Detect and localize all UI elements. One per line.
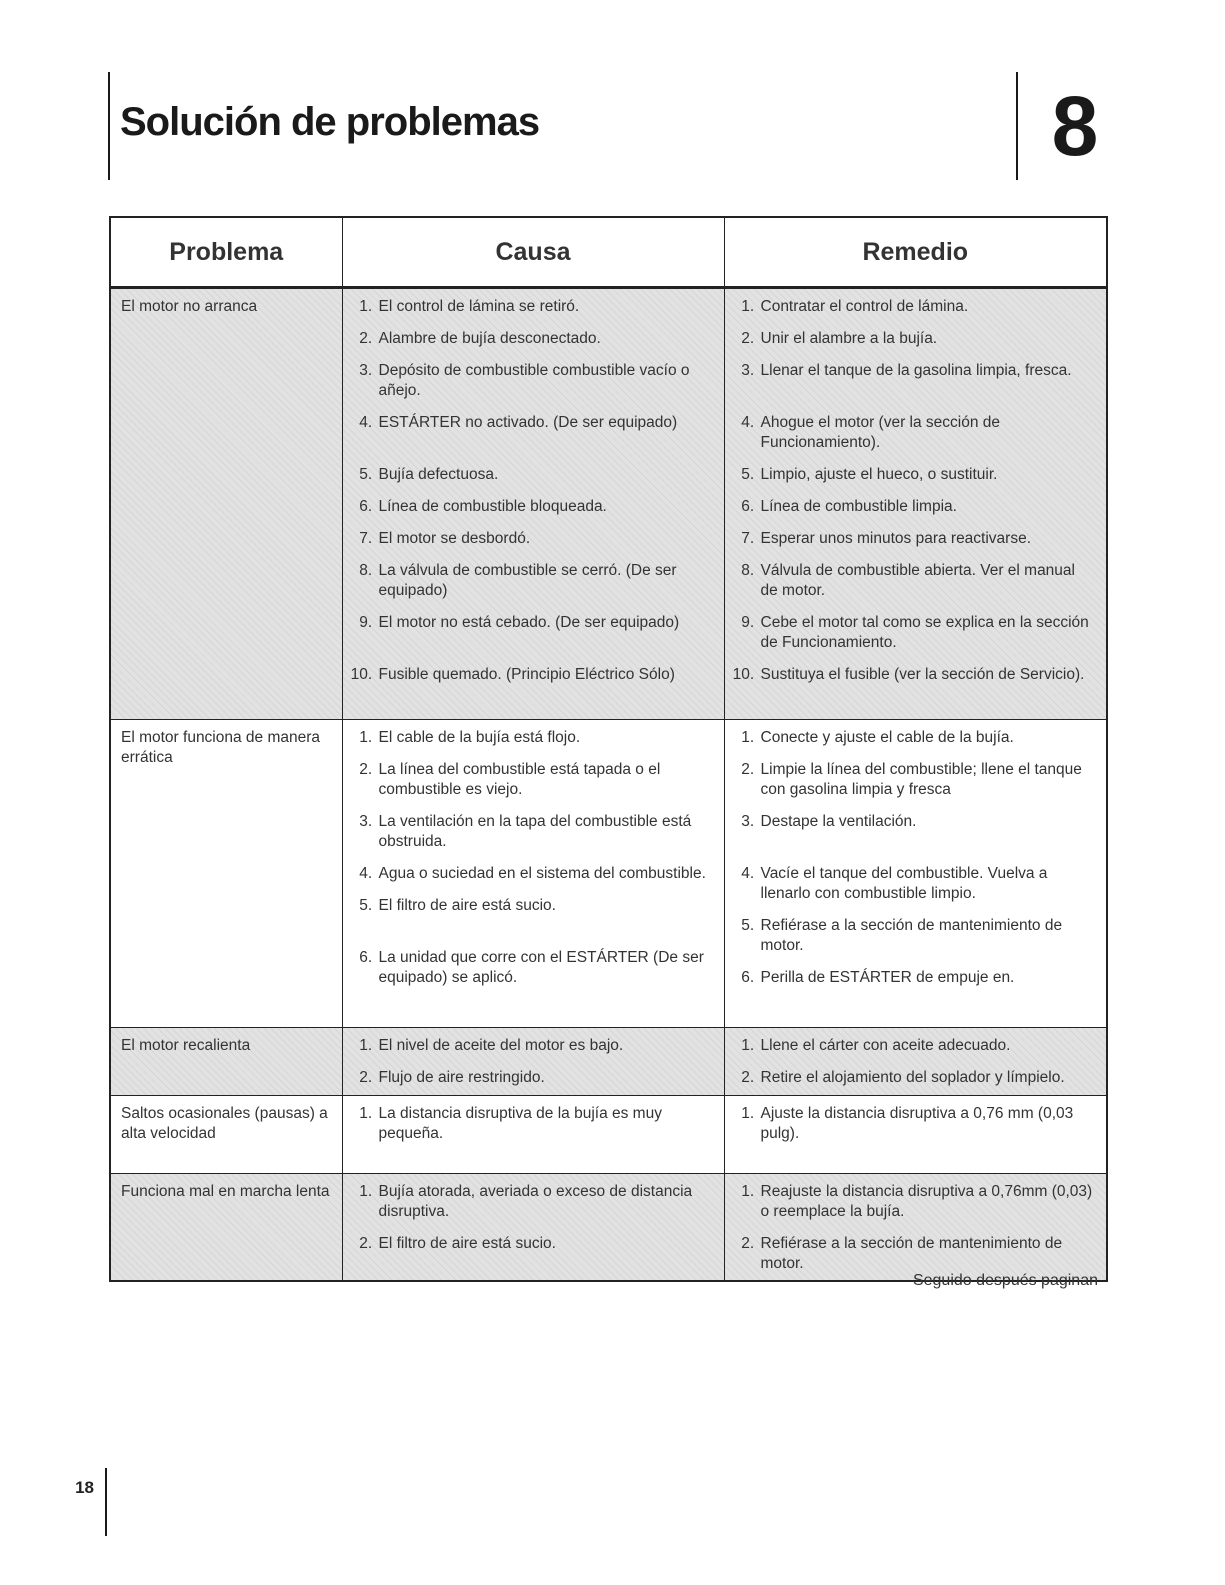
chapter-number: 8: [1051, 79, 1099, 173]
list-item: 9. El motor no está cebado. (De ser equipado): [377, 613, 714, 633]
title-divider-right: [1016, 72, 1018, 180]
cause-list: [353, 1182, 714, 1254]
problem-cell: [110, 1096, 342, 1174]
list-item: 6. Perilla de ESTÁRTER de empuje en.: [759, 968, 1097, 988]
remedy-list: [735, 1104, 1097, 1144]
cause-list: [353, 728, 714, 988]
problem-text: El motor recalienta: [121, 1037, 251, 1054]
page-title: Solución de problemas: [120, 100, 540, 144]
page-number-divider: [105, 1468, 107, 1536]
list-item: 8. Válvula de combustible abierta. Ver el manual de motor.: [759, 561, 1097, 601]
cause-cell: [342, 1096, 724, 1174]
list-item: 2. Unir el alambre a la bujía.: [759, 329, 1097, 349]
header-problem: Problema: [110, 217, 342, 288]
list-item: 5. Refiérase a la sección de mantenimiento de motor.: [759, 916, 1097, 956]
table-row: [110, 1028, 1107, 1096]
list-item: 1. Llene el cárter con aceite adecuado.: [759, 1036, 1097, 1056]
list-item: 6. Línea de combustible bloqueada.: [377, 497, 714, 517]
troubleshooting-table: [109, 216, 1108, 1282]
list-item: 3. La ventilación en la tapa del combustible está obstruida.: [377, 812, 714, 852]
list-item: 1. Contratar el control de lámina.: [759, 297, 1097, 317]
problem-cell: [110, 1028, 342, 1096]
list-item: 7. Esperar unos minutos para reactivarse.: [759, 529, 1097, 549]
list-item: 1. La distancia disruptiva de la bujía es muy pequeña.: [377, 1104, 714, 1144]
list-item: 3. Llenar el tanque de la gasolina limpia, fresca.: [759, 361, 1097, 381]
list-item: 7. El motor se desbordó.: [377, 529, 714, 549]
list-item: 6. La unidad que corre con el ESTÁRTER (De ser equipado) se aplicó.: [377, 948, 714, 988]
problem-cell: [110, 1174, 342, 1282]
remedy-list: [735, 1036, 1097, 1088]
list-item: 3. Destape la ventilación.: [759, 812, 1097, 832]
list-item: 1. Bujía atorada, averiada o exceso de distancia disruptiva.: [377, 1182, 714, 1222]
remedy-cell: [724, 288, 1107, 720]
problem-text: El motor funciona de manera errática: [121, 729, 321, 766]
list-item: 2. La línea del combustible está tapada o el combustible es viejo.: [377, 760, 714, 800]
table-row: [110, 720, 1107, 1028]
problem-cell: [110, 720, 342, 1028]
cause-cell: [342, 1174, 724, 1282]
header-cause: Causa: [342, 217, 724, 288]
table-row: [110, 1096, 1107, 1174]
list-item: 8. La válvula de combustible se cerró. (De ser equipado): [377, 561, 714, 601]
list-item: 2. Refiérase a la sección de mantenimiento de motor.: [759, 1234, 1097, 1274]
list-item: 1. Conecte y ajuste el cable de la bujía.: [759, 728, 1097, 748]
problem-cell: [110, 288, 342, 720]
list-item: 2. Alambre de bujía desconectado.: [377, 329, 714, 349]
remedy-cell: [724, 1174, 1107, 1282]
list-item: 10. Sustituya el fusible (ver la sección de Servicio).: [759, 665, 1097, 685]
list-item: 6. Línea de combustible limpia.: [759, 497, 1097, 517]
list-item: 5. Bujía defectuosa.: [377, 465, 714, 485]
problem-text: Funciona mal en marcha lenta: [121, 1183, 330, 1200]
list-item: 2. Limpie la línea del combustible; llene el tanque con gasolina limpia y fresca: [759, 760, 1097, 800]
remedy-cell: [724, 720, 1107, 1028]
list-item: 2. El filtro de aire está sucio.: [377, 1234, 714, 1254]
list-item: 2. Retire el alojamiento del soplador y límpielo.: [759, 1068, 1097, 1088]
list-item: 4. Agua o suciedad en el sistema del combustible.: [377, 864, 714, 884]
list-item: 1. El control de lámina se retiró.: [377, 297, 714, 317]
list-item: 3. Depósito de combustible combustible vacío o añejo.: [377, 361, 714, 401]
table-row: [110, 288, 1107, 720]
list-item: 10. Fusible quemado. (Principio Eléctrico Sólo): [377, 665, 714, 685]
cause-list: [353, 297, 714, 685]
table-row: [110, 1174, 1107, 1282]
cause-cell: [342, 1028, 724, 1096]
continued-note: Seguido después paginan: [912, 1272, 1098, 1289]
remedy-list: [735, 1182, 1097, 1274]
list-item: 4. ESTÁRTER no activado. (De ser equipado): [377, 413, 714, 433]
title-divider-left: [108, 72, 110, 180]
list-item: 1. Ajuste la distancia disruptiva a 0,76 mm (0,03 pulg).: [759, 1104, 1097, 1144]
list-item: 4. Ahogue el motor (ver la sección de Funcionamiento).: [759, 413, 1097, 453]
remedy-cell: [724, 1028, 1107, 1096]
cause-list: [353, 1104, 714, 1144]
page-number: 18: [75, 1478, 94, 1497]
remedy-cell: [724, 1096, 1107, 1174]
list-item: 5. Limpio, ajuste el hueco, o sustituir.: [759, 465, 1097, 485]
header-remedy: Remedio: [724, 217, 1107, 288]
cause-cell: [342, 288, 724, 720]
list-item: 1. Reajuste la distancia disruptiva a 0,76mm (0,03) o reemplace la bujía.: [759, 1182, 1097, 1222]
list-item: 2. Flujo de aire restringido.: [377, 1068, 714, 1088]
list-item: 5. El filtro de aire está sucio.: [377, 896, 714, 916]
table-header-row: [110, 217, 1107, 288]
list-item: 1. El nivel de aceite del motor es bajo.: [377, 1036, 714, 1056]
remedy-list: [735, 728, 1097, 988]
cause-list: [353, 1036, 714, 1088]
problem-text: El motor no arranca: [121, 298, 258, 315]
remedy-list: [735, 297, 1097, 685]
list-item: 9. Cebe el motor tal como se explica en la sección de Funcionamiento.: [759, 613, 1097, 653]
problem-text: Saltos ocasionales (pausas) a alta velocidad: [121, 1105, 328, 1142]
list-item: 1. El cable de la bujía está flojo.: [377, 728, 714, 748]
cause-cell: [342, 720, 724, 1028]
list-item: 4. Vacíe el tanque del combustible. Vuelva a llenarlo con combustible limpio.: [759, 864, 1097, 904]
